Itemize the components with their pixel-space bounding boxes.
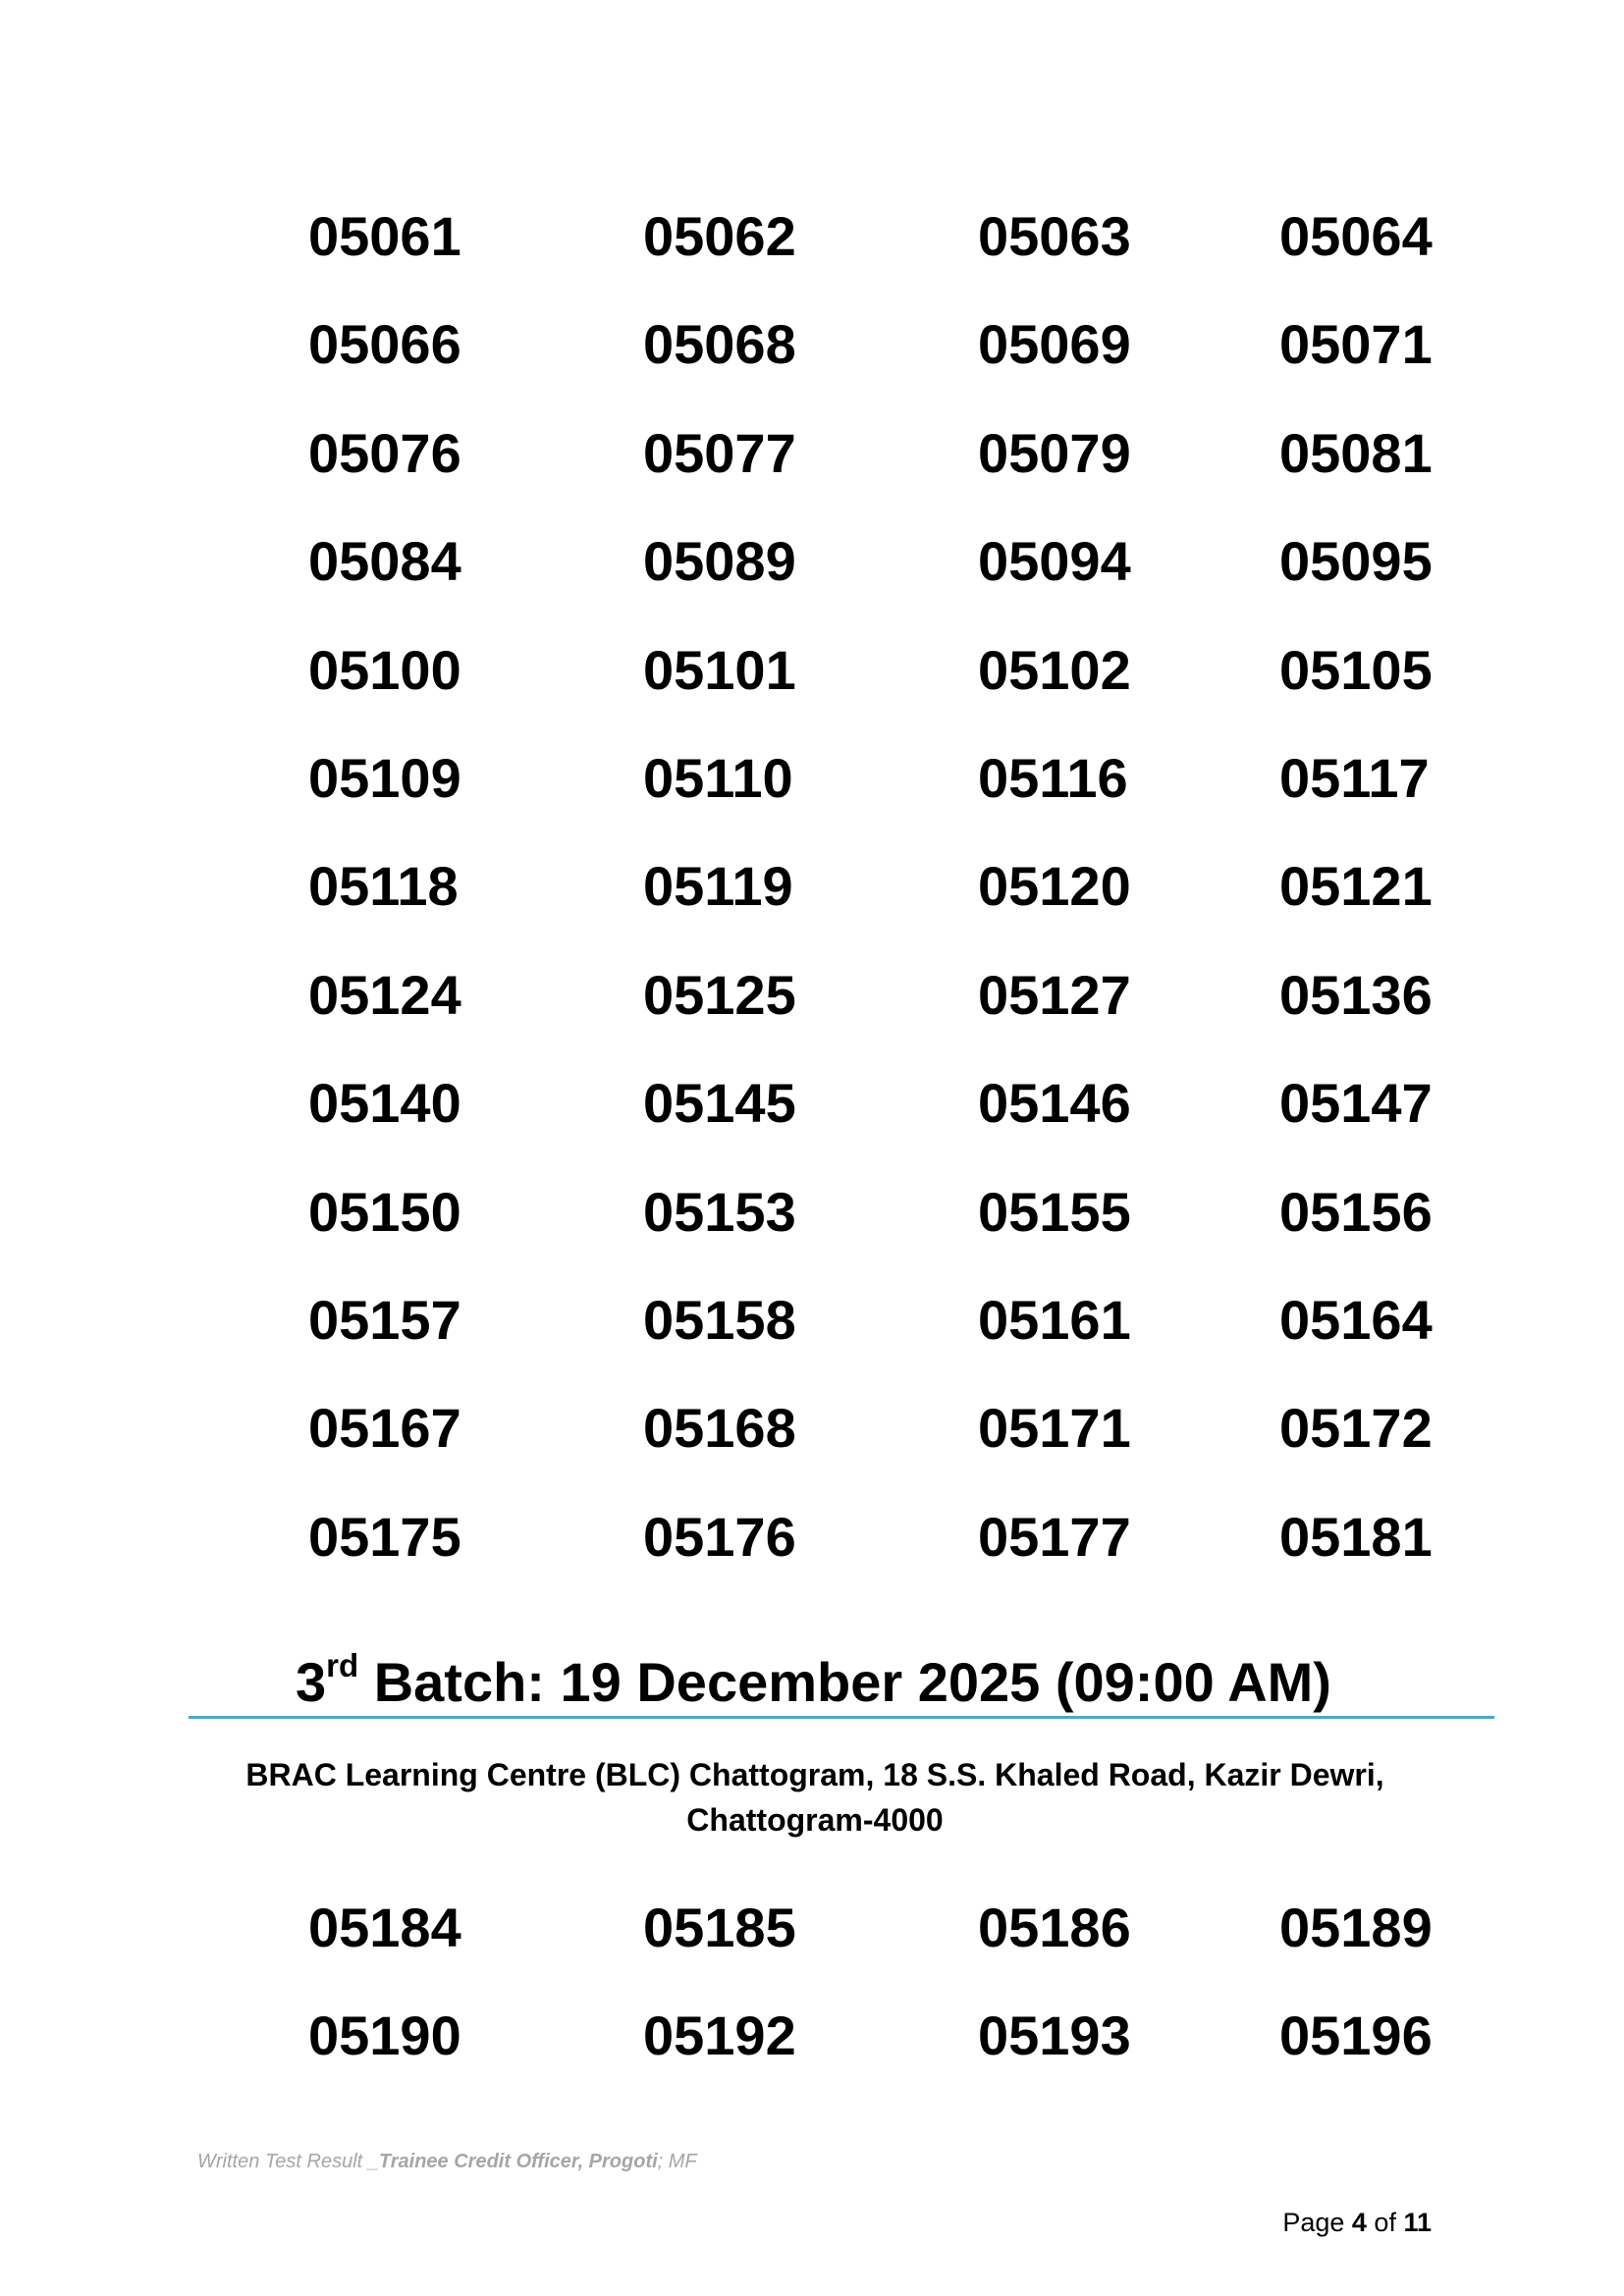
roll-number: 05066 bbox=[308, 313, 461, 376]
roll-number: 05164 bbox=[1279, 1288, 1433, 1351]
table-row bbox=[0, 2004, 1624, 2116]
batch-ordinal: 3 bbox=[296, 1651, 327, 1713]
batch-ordinal-suffix: rd bbox=[326, 1647, 359, 1683]
roll-number: 05150 bbox=[308, 1180, 461, 1243]
roll-number: 05105 bbox=[1279, 638, 1433, 701]
page-number bbox=[1282, 2208, 1432, 2238]
roll-number: 05119 bbox=[643, 855, 793, 918]
roll-number: 05189 bbox=[1279, 1896, 1433, 1958]
roll-number: 05068 bbox=[643, 313, 796, 376]
footer-position: Trainee Credit Officer, Progoti bbox=[378, 2151, 658, 2172]
roll-number: 05100 bbox=[308, 638, 461, 701]
roll-number: 05118 bbox=[308, 855, 459, 918]
roll-number: 05094 bbox=[978, 530, 1131, 593]
table-row bbox=[0, 1896, 1624, 2008]
roll-number: 05081 bbox=[1279, 421, 1433, 484]
roll-number: 05168 bbox=[643, 1397, 796, 1460]
roll-number: 05077 bbox=[643, 421, 796, 484]
roll-number: 05146 bbox=[978, 1072, 1131, 1135]
roll-number: 05196 bbox=[1279, 2004, 1433, 2067]
roll-number: 05063 bbox=[978, 205, 1131, 267]
roll-number: 05193 bbox=[978, 2004, 1131, 2067]
roll-number-grid-batch-3 bbox=[0, 1896, 1624, 2117]
roll-number: 05172 bbox=[1279, 1397, 1433, 1460]
document-footer bbox=[197, 2151, 697, 2173]
table-row bbox=[0, 638, 1624, 751]
table-row bbox=[0, 855, 1624, 967]
table-row bbox=[0, 313, 1624, 425]
roll-number: 05158 bbox=[643, 1288, 796, 1351]
roll-number: 05177 bbox=[978, 1505, 1131, 1568]
roll-number: 05117 bbox=[1279, 746, 1430, 809]
roll-number: 05192 bbox=[643, 2004, 796, 2067]
roll-number: 05186 bbox=[978, 1896, 1131, 1958]
roll-number: 05101 bbox=[643, 638, 796, 701]
roll-number: 05076 bbox=[308, 421, 461, 484]
roll-number: 05171 bbox=[978, 1397, 1131, 1460]
roll-number: 05110 bbox=[643, 746, 793, 809]
footer-prefix: Written Test Result _ bbox=[197, 2151, 379, 2172]
roll-number: 05181 bbox=[1279, 1505, 1433, 1568]
roll-number: 05124 bbox=[308, 963, 461, 1026]
roll-number: 05147 bbox=[1279, 1072, 1433, 1135]
table-row bbox=[0, 1180, 1624, 1293]
roll-number: 05176 bbox=[643, 1505, 796, 1568]
roll-number: 05069 bbox=[978, 313, 1131, 376]
roll-number: 05079 bbox=[978, 421, 1131, 484]
table-row bbox=[0, 205, 1624, 317]
table-row bbox=[0, 1288, 1624, 1401]
table-row bbox=[0, 1505, 1624, 1618]
footer-suffix: ; MF bbox=[657, 2151, 697, 2172]
roll-number: 05156 bbox=[1279, 1180, 1433, 1243]
roll-number: 05175 bbox=[308, 1505, 461, 1568]
page-of-label: of bbox=[1366, 2208, 1404, 2237]
roll-number: 05184 bbox=[308, 1896, 461, 1958]
table-row bbox=[0, 1072, 1624, 1184]
roll-number: 05062 bbox=[643, 205, 796, 267]
table-row bbox=[0, 1397, 1624, 1509]
roll-number: 05153 bbox=[643, 1180, 796, 1243]
roll-number: 05140 bbox=[308, 1072, 461, 1135]
page-label: Page bbox=[1282, 2208, 1352, 2237]
roll-number: 05109 bbox=[308, 746, 461, 809]
section-divider bbox=[189, 1716, 1494, 1719]
roll-number: 05116 bbox=[978, 746, 1128, 809]
roll-number: 05071 bbox=[1279, 313, 1433, 376]
page-total: 11 bbox=[1403, 2208, 1432, 2237]
roll-number: 05136 bbox=[1279, 963, 1433, 1026]
roll-number: 05127 bbox=[978, 963, 1131, 1026]
table-row bbox=[0, 746, 1624, 859]
roll-number: 05102 bbox=[978, 638, 1131, 701]
venue-line: BRAC Learning Centre (BLC) Chattogram, 18 S.S. Khaled Road, Kazir Dewri, bbox=[245, 1757, 1384, 1792]
roll-number: 05185 bbox=[643, 1896, 796, 1958]
roll-number: 05157 bbox=[308, 1288, 461, 1351]
roll-number: 05089 bbox=[643, 530, 796, 593]
roll-number: 05167 bbox=[308, 1397, 461, 1460]
table-row bbox=[0, 421, 1624, 534]
roll-number: 05125 bbox=[643, 963, 796, 1026]
batch-heading bbox=[296, 1647, 1331, 1713]
roll-number: 05161 bbox=[978, 1288, 1131, 1351]
roll-number: 05145 bbox=[643, 1072, 796, 1135]
roll-number: 05061 bbox=[308, 205, 461, 267]
roll-number-grid-batch-2 bbox=[0, 205, 1624, 1618]
table-row bbox=[0, 530, 1624, 642]
table-row bbox=[0, 963, 1624, 1076]
roll-number: 05155 bbox=[978, 1180, 1131, 1243]
batch-heading-text: Batch: 19 December 2025 (09:00 AM) bbox=[358, 1651, 1331, 1713]
roll-number: 05190 bbox=[308, 2004, 461, 2067]
venue-line: Chattogram-4000 bbox=[686, 1802, 944, 1838]
roll-number: 05121 bbox=[1279, 855, 1433, 918]
venue-address bbox=[157, 1752, 1473, 1842]
page-current: 4 bbox=[1351, 2208, 1367, 2237]
roll-number: 05095 bbox=[1279, 530, 1433, 593]
roll-number: 05064 bbox=[1279, 205, 1433, 267]
roll-number: 05120 bbox=[978, 855, 1131, 918]
roll-number: 05084 bbox=[308, 530, 461, 593]
